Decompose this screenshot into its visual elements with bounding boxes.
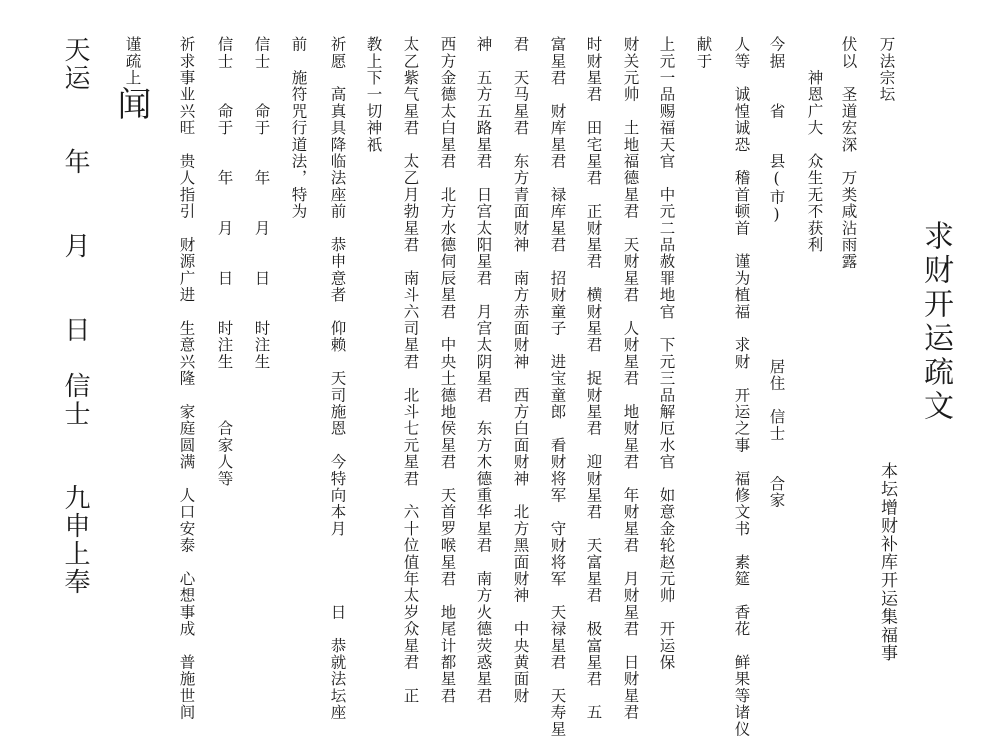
body-column: 献于: [694, 36, 713, 70]
body-column: 前 施符咒行道法，特为: [289, 36, 308, 220]
body-column: 今据 省 县(市) 居住 信士 合家: [767, 36, 786, 509]
document-subtitle: 本坛增财补库开运集福事: [877, 462, 897, 663]
body-column: 祈愿 高真具降临法座前 恭申意者 仰赖 天司施恩 今特向本月 日 恭就法坛座: [328, 36, 347, 721]
body-column: 祈求事业兴旺 贵人指引 财源广进 生意兴隆 家庭圆满 人口安泰 心想事成 普施世间: [177, 36, 196, 721]
body-column: 上元一品赐福天官 中元二品赦罪地官 下元三品解厄水官 如意金轮赵元帅 开运保: [657, 36, 676, 671]
body-column: 神恩广大 众生无不获利: [805, 36, 824, 254]
body-column: 西方金德太白星君 北方水德伺辰星君 中央土德地侯星君 天首罗喉星君 地尾计都星君: [438, 36, 457, 704]
body-column: 信士 命于 年 月 日 时注生 合家人等: [215, 36, 234, 487]
date-line: 天运 年 月 日 信士 九申上奉: [60, 36, 90, 596]
body-column: 富星君 财库星君 禄库星君 招财童子 进宝童郎 看财将军 守财将军 天禄星君 天寿星: [548, 36, 567, 737]
closing-big: 闻: [111, 86, 151, 122]
document-title: 求财开运疏文: [918, 220, 953, 424]
body-column: 太乙紫气星君 太乙月勃星君 南斗六司星君 北斗七元星君 六十位值年太岁众星君 正: [401, 36, 420, 704]
body-column: 神 五方五路星君 日宫太阳星君 月宫太阴星君 东方木德重华星君 南方火德荧惑星君: [474, 36, 493, 704]
body-column: 教上下一切神祇: [364, 36, 383, 153]
body-column: 君 天马星君 东方青面财神 南方赤面财神 西方白面财神 北方黑面财神 中央黄面财: [511, 36, 530, 704]
body-column: 财关元帅 土地福德星君 天财星君 人财星君 地财星君 年财星君 月财星君 日财星君: [621, 36, 640, 721]
body-column: 人等 诚惶诚恐 稽首顿首 谨为植福 求财 开运之事 福修文书 素筵 香花 鲜果等诸仪: [732, 36, 751, 737]
body-column: 信士 命于 年 月 日 时注生: [252, 36, 271, 370]
body-column: 伏以 圣道宏深 万类咸沾雨露: [839, 36, 858, 270]
body-column: 时财星君 田宅星君 正财星君 横财星君 捉财星君 迎财星君 天富星君 极富星君 五: [584, 36, 603, 721]
body-column: 万法宗坛: [877, 36, 896, 103]
closing-small: 谨疏上: [123, 36, 142, 87]
